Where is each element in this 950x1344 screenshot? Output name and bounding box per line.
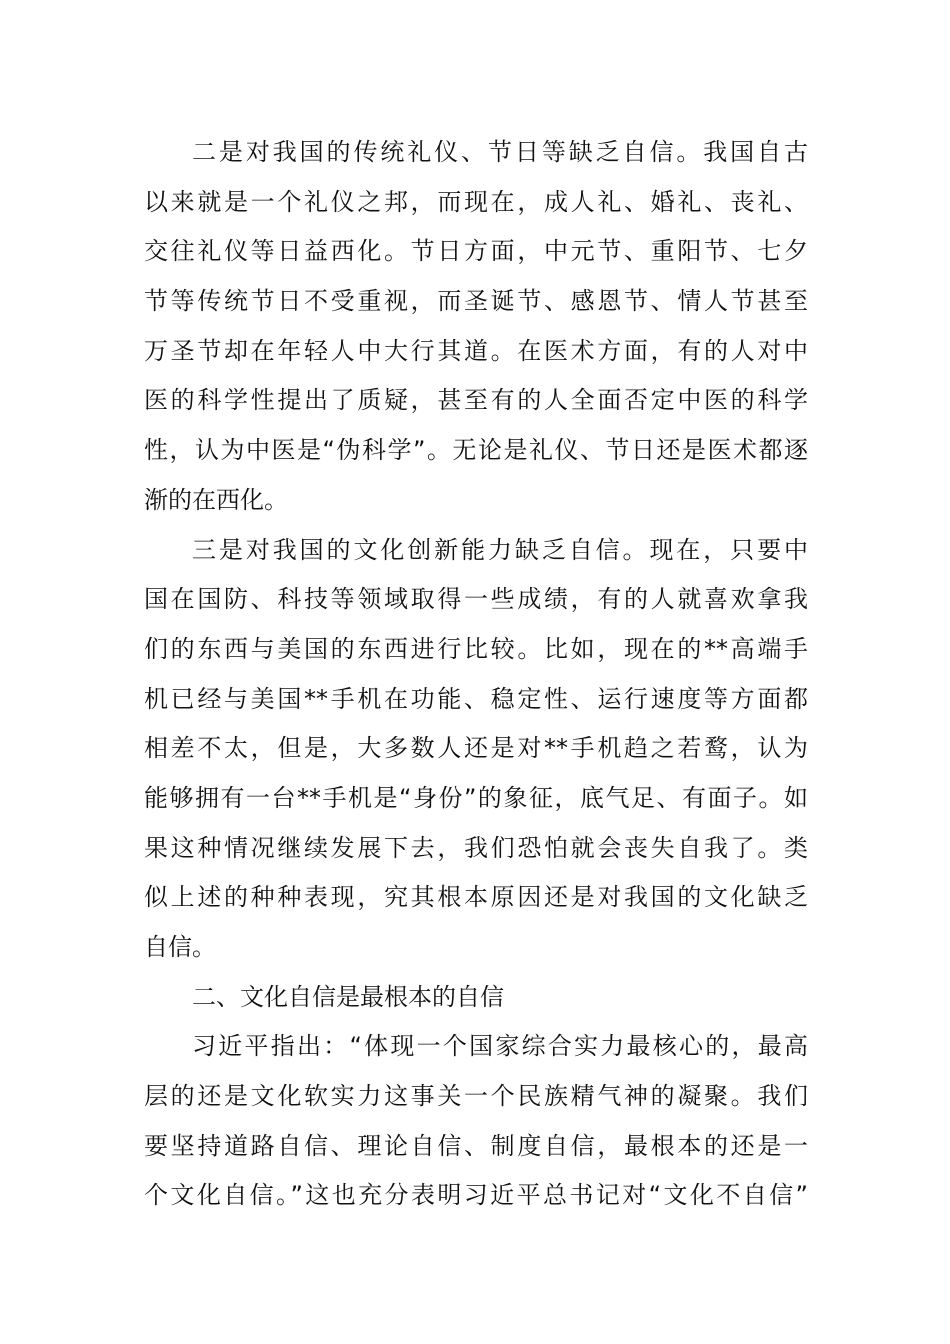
- paragraph-line: 交往礼仪等日益西化。节日方面，中元节、重阳节、七夕: [144, 237, 808, 266]
- document-body: [144, 128, 808, 1221]
- paragraph-line: 相差不太，但是，大多数人还是对**手机趋之若鹜，认为: [144, 734, 808, 763]
- paragraph-line: 万圣节却在年轻人中大行其道。在医术方面，有的人对中: [144, 336, 808, 365]
- paragraph-line: 医的科学性提出了质疑，甚至有的人全面否定中医的科学: [144, 386, 808, 415]
- paragraph-line: 节等传统节日不受重视，而圣诞节、感恩节、情人节甚至: [144, 287, 808, 316]
- paragraph-line: 以来就是一个礼仪之邦，而现在，成人礼、婚礼、丧礼、: [144, 187, 808, 216]
- paragraph-line: 果这种情况继续发展下去，我们恐怕就会丧失自我了。类: [144, 833, 808, 862]
- paragraph-line: 性，认为中医是“伪科学”。无论是礼仪、节日还是医术都逐: [144, 436, 808, 465]
- paragraph-line: 层的还是文化软实力这事关一个民族精气神的凝聚。我们: [144, 1082, 808, 1111]
- paragraph-line: 三是对我国的文化创新能力缺乏自信。现在，只要中: [192, 535, 808, 564]
- paragraph-line: 渐的在西化。: [144, 485, 288, 514]
- paragraph-line: 似上述的种种表现，究其根本原因还是对我国的文化缺乏: [144, 883, 808, 912]
- paragraph-line: 能够拥有一台**手机是“身份”的象征，底气足、有面子。如: [144, 783, 808, 812]
- paragraph-line: 自信。: [144, 933, 216, 961]
- paragraph-line: 个文化自信。”这也充分表明习近平总书记对“文化不自信”: [144, 1181, 808, 1210]
- paragraph-line: 二是对我国的传统礼仪、节日等缺乏自信。我国自古: [192, 138, 808, 166]
- paragraph-line: 们的东西与美国的东西进行比较。比如，现在的**高端手: [144, 634, 808, 663]
- section-heading: 二、文化自信是最根本的自信: [192, 982, 504, 1011]
- paragraph-line: 要坚持道路自信、理论自信、制度自信，最根本的还是一: [144, 1131, 808, 1160]
- paragraph-line: 机已经与美国**手机在功能、稳定性、运行速度等方面都: [144, 684, 808, 713]
- paragraph-line: 国在国防、科技等领域取得一些成绩，有的人就喜欢拿我: [144, 585, 808, 614]
- paragraph-line: 习近平指出：“体现一个国家综合实力最核心的，最高: [192, 1032, 808, 1061]
